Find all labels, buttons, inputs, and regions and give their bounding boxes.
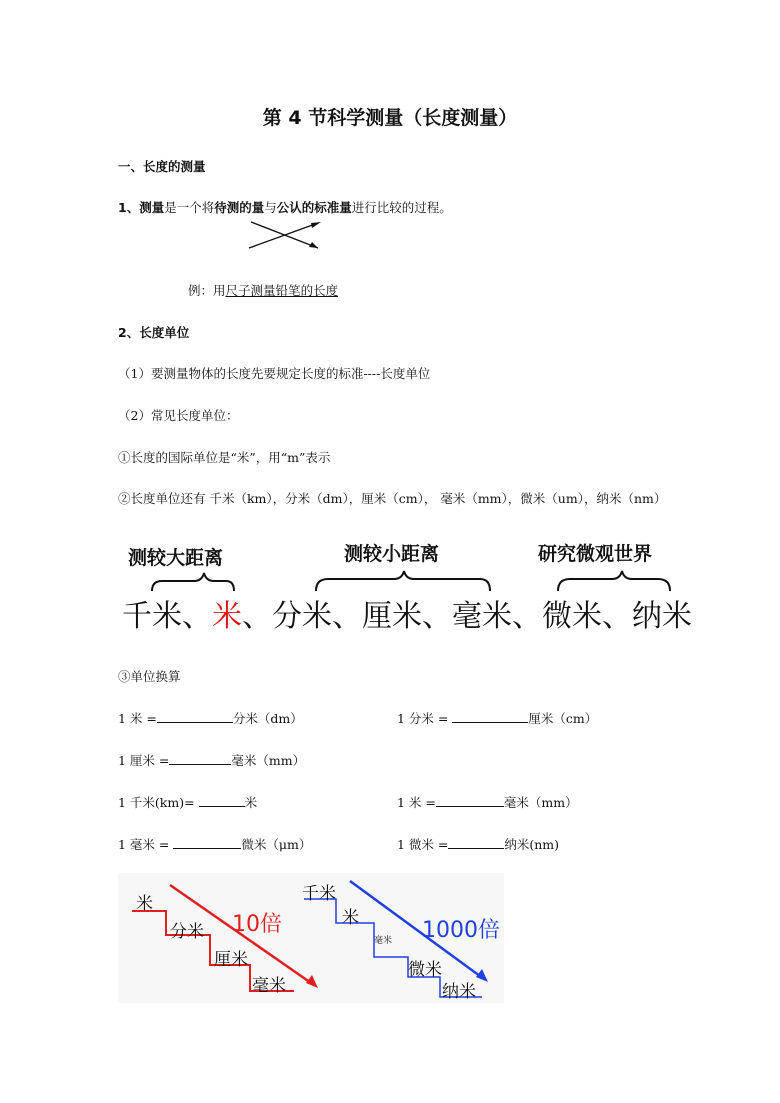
right-step-um: 微米 [408, 960, 442, 980]
conv-c-post: 毫米（mm） [231, 753, 306, 768]
unit-sequence [122, 591, 692, 635]
conv-a-post: 分米（dm） [232, 711, 303, 726]
unit-item-1: （1）要测量物体的长度先要规定长度的标准----长度单位 [118, 366, 431, 381]
label-micro-world: 研究微观世界 [538, 543, 653, 565]
conversion-cm-mm [118, 751, 305, 769]
answer-blank[interactable] [173, 836, 241, 849]
example-pencil: 铅笔 [275, 283, 301, 298]
conversion-m-dm [118, 709, 303, 727]
conv-d-pre: 1 千米(km)= [118, 795, 199, 810]
right-step-nm: 纳米 [442, 982, 476, 1002]
conv-e-pre: 1 米 = [397, 795, 436, 810]
definition-line [118, 198, 452, 216]
conv-a-pre: 1 米 = [118, 711, 157, 726]
answer-blank[interactable] [199, 794, 245, 807]
conv-c-pre: 1 厘米 = [118, 753, 170, 768]
conversion-heading: ③单位换算 [118, 669, 181, 684]
unit-item-3: ①长度的国际单位是“米”，用“m”表示 [118, 450, 331, 465]
unit-rest: 、分米、厘米、毫米、微米、纳米 [242, 599, 692, 634]
label-small-distance: 测较小距离 [344, 543, 440, 565]
cross-arrows-icon [245, 220, 325, 252]
right-step-m: 米 [342, 908, 359, 928]
left-step-mm: 毫米 [252, 976, 286, 996]
right-factor: 1000倍 [422, 918, 500, 943]
unit-item-4: ②长度单位还有 千米（km），分米（dm），厘米（cm）， 毫米（mm），微米（um），纳米（nm） [118, 491, 667, 506]
left-factor: 10倍 [232, 912, 282, 937]
left-step-cm: 厘米 [214, 950, 248, 970]
conv-b-pre: 1 分米 = [397, 711, 453, 726]
conv-g-pre: 1 微米 = [397, 837, 449, 852]
label-large-distance: 测较大距离 [128, 547, 224, 569]
def-term-measure: 测量 [139, 200, 165, 215]
unit-item-2: （2）常见长度单位： [118, 408, 239, 423]
def-text-2: 与 [264, 200, 277, 215]
def-text-3: 进行比较的过程。 [351, 200, 452, 215]
conv-g-post: 纳米(nm) [504, 837, 560, 852]
section-heading-2: 2、长度单位 [118, 325, 190, 340]
right-step-km: 千米 [302, 884, 336, 904]
answer-blank[interactable] [448, 836, 504, 849]
conv-e-post: 毫米（mm） [503, 795, 578, 810]
conversion-dm-cm [397, 709, 597, 727]
right-step-mm: 毫米 [374, 936, 393, 946]
left-step-dm: 分米 [170, 922, 204, 942]
conversion-km-m [118, 793, 257, 811]
example-ruler: 尺子 [225, 283, 251, 298]
example-suffix: 的长度 [300, 283, 339, 298]
def-term-quantity: 待测的量 [214, 200, 265, 215]
example-prefix: 例：用 [188, 283, 226, 298]
page-title: 第 4 节科学测量（长度测量） [262, 107, 518, 129]
staircase-figure [118, 873, 504, 1003]
def-number: 1、 [118, 200, 140, 215]
left-step-m: 米 [136, 894, 153, 914]
answer-blank[interactable] [169, 752, 231, 765]
conversion-m-mm [397, 793, 578, 811]
def-text-1: 是一个将 [164, 200, 215, 215]
unit-m-highlight: 米 [212, 599, 242, 634]
def-term-standard: 公认的标准量 [276, 200, 352, 215]
unit-km: 千米、 [122, 599, 212, 634]
conversion-um-nm [397, 835, 559, 853]
conv-f-pre: 1 毫米 = [118, 837, 174, 852]
example-measure: 测量 [250, 283, 276, 298]
conv-d-post: 米 [244, 795, 258, 810]
section-heading-1: 一、长度的测量 [118, 159, 206, 174]
conv-f-post: 微米（μm） [241, 837, 312, 852]
answer-blank[interactable] [452, 710, 528, 723]
conv-b-post: 厘米（cm） [528, 711, 598, 726]
answer-blank[interactable] [436, 794, 504, 807]
example-line [188, 281, 338, 299]
conversion-mm-um [118, 835, 311, 853]
length-scale-figure [118, 535, 708, 635]
answer-blank[interactable] [157, 710, 233, 723]
